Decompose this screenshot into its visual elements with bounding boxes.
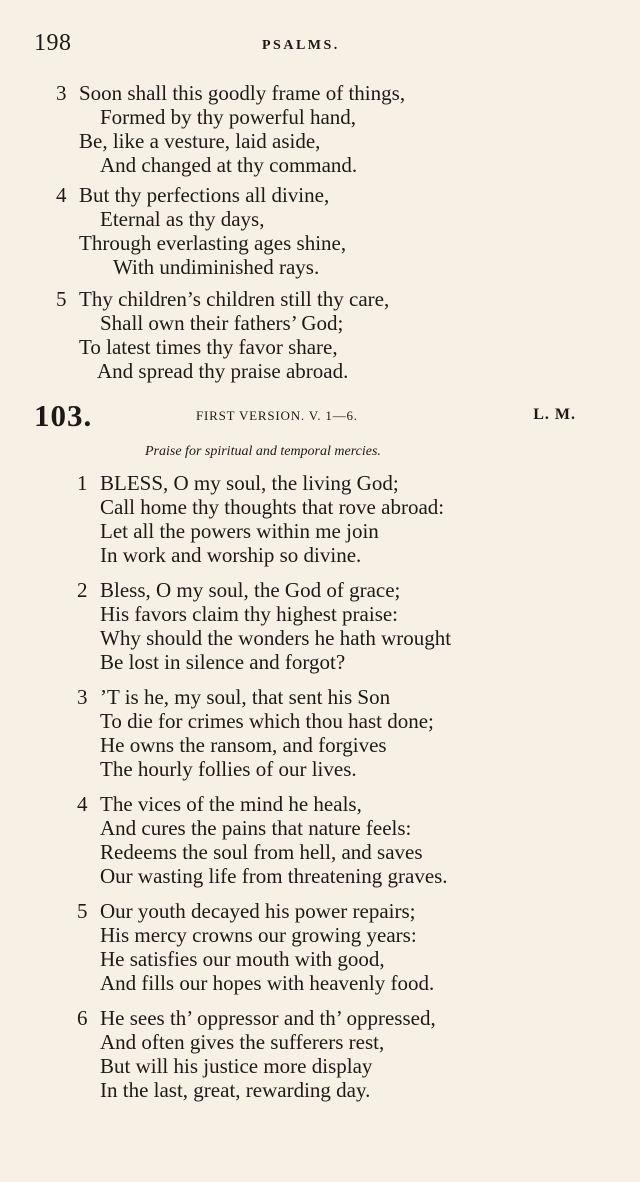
verse-line: And spread thy praise abroad. bbox=[97, 359, 349, 383]
stanza-103-1 bbox=[77, 471, 445, 567]
verse-line: And fills our hopes with heavenly food. bbox=[100, 971, 435, 995]
verse-line: And often gives the sufferers rest, bbox=[100, 1030, 385, 1054]
verse-line: Through everlasting ages shine, bbox=[79, 231, 347, 255]
verse-line: And changed at thy command. bbox=[100, 153, 358, 177]
verse-line: Formed by thy powerful hand, bbox=[100, 105, 357, 129]
stanza-number: 2 bbox=[77, 578, 88, 602]
verse-line: Let all the powers within me join bbox=[100, 519, 379, 543]
hymn-version: FIRST VERSION. V. 1—6. bbox=[196, 408, 358, 423]
verse-line: Our wasting life from threatening graves. bbox=[100, 864, 448, 888]
verse-line: Call home thy thoughts that rove abroad: bbox=[100, 495, 445, 519]
stanza-102-5 bbox=[56, 287, 390, 383]
hymn-number: 103. bbox=[34, 398, 93, 433]
verse-line: But thy perfections all divine, bbox=[79, 183, 330, 207]
verse-line: Shall own their fathers’ God; bbox=[100, 311, 344, 335]
running-head: PSALMS. bbox=[262, 38, 340, 53]
verse-line: To die for crimes which thou hast done; bbox=[100, 709, 434, 733]
verse-line: He sees th’ oppressor and th’ oppressed, bbox=[100, 1006, 436, 1030]
stanza-103-2 bbox=[77, 578, 452, 674]
stanza-number: 4 bbox=[77, 792, 88, 816]
verse-line: He owns the ransom, and forgives bbox=[100, 733, 387, 757]
hymn-meter: L. M. bbox=[533, 406, 576, 423]
verse-line: His mercy crowns our growing years: bbox=[100, 923, 417, 947]
verse-line: To latest times thy favor share, bbox=[79, 335, 338, 359]
stanza-number: 5 bbox=[56, 287, 67, 311]
verse-line: Why should the wonders he hath wrought bbox=[100, 626, 452, 650]
verse-line: In work and worship so divine. bbox=[100, 543, 362, 567]
stanza-number: 6 bbox=[77, 1006, 88, 1030]
stanza-103-4 bbox=[77, 792, 448, 888]
verse-line: Eternal as thy days, bbox=[100, 207, 265, 231]
verse-line: Our youth decayed his power repairs; bbox=[100, 899, 416, 923]
verse-line: Be, like a vesture, laid aside, bbox=[79, 129, 321, 153]
stanza-number: 5 bbox=[77, 899, 88, 923]
stanza-number: 4 bbox=[56, 183, 67, 207]
hymn-heading bbox=[34, 398, 584, 436]
page-number: 198 bbox=[34, 30, 72, 56]
verse-line: Thy children’s children still thy care, bbox=[79, 287, 390, 311]
stanza-103-6 bbox=[77, 1006, 436, 1102]
verse-line: He satisfies our mouth with good, bbox=[100, 947, 385, 971]
verse-line: The hourly follies of our lives. bbox=[100, 757, 357, 781]
verse-line: And cures the pains that nature feels: bbox=[100, 816, 412, 840]
verse-line: Soon shall this goodly frame of things, bbox=[79, 81, 406, 105]
stanza-102-3 bbox=[56, 81, 406, 177]
hymn-subtitle: Praise for spiritual and temporal mercies. bbox=[145, 444, 381, 459]
verse-line: ’T is he, my soul, that sent his Son bbox=[100, 685, 391, 709]
verse-line: In the last, great, rewarding day. bbox=[100, 1078, 371, 1102]
verse-line: With undiminished rays. bbox=[113, 255, 320, 279]
verse-line: His favors claim thy highest praise: bbox=[100, 602, 399, 626]
stanza-number: 1 bbox=[77, 471, 88, 495]
stanza-103-5 bbox=[77, 899, 435, 995]
verse-line: Bless, O my soul, the God of grace; bbox=[100, 578, 401, 602]
stanza-number: 3 bbox=[77, 685, 88, 709]
stanza-103-3 bbox=[77, 685, 434, 781]
verse-line: But will his justice more display bbox=[100, 1054, 373, 1078]
verse-line: BLESS, O my soul, the living God; bbox=[100, 471, 399, 495]
stanza-number: 3 bbox=[56, 81, 67, 105]
verse-line: Be lost in silence and forgot? bbox=[100, 650, 346, 674]
page-header bbox=[34, 30, 554, 64]
verse-line: The vices of the mind he heals, bbox=[100, 792, 362, 816]
verse-line: Redeems the soul from hell, and saves bbox=[100, 840, 423, 864]
stanza-102-4 bbox=[56, 183, 347, 279]
